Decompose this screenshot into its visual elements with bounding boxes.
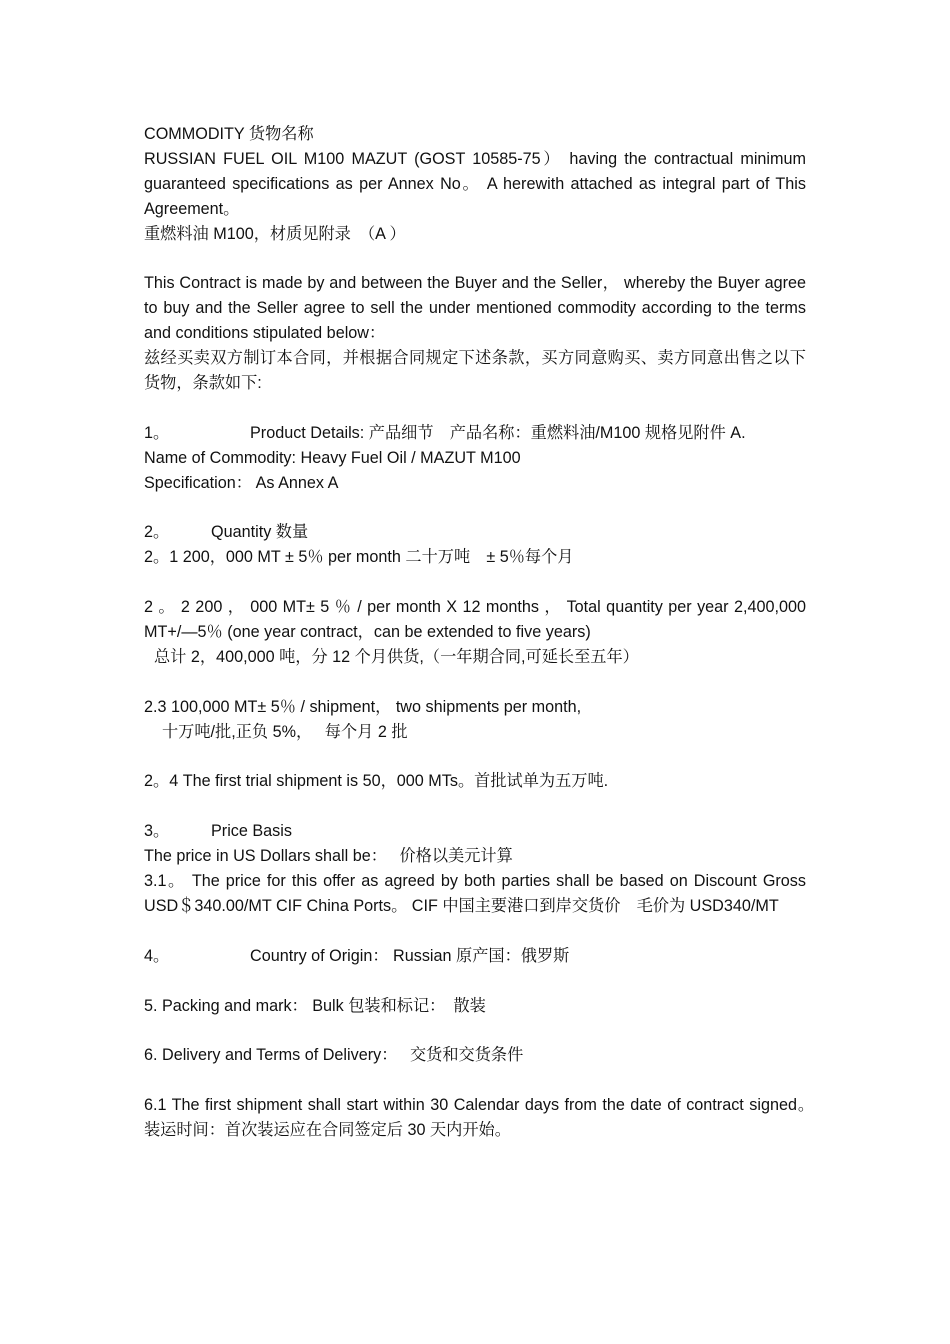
section-1-number: 1。 — [144, 423, 170, 442]
commodity-heading: COMMODITY 货物名称 — [144, 125, 314, 143]
section-4-text: Country of Origin： Russian 原产国：俄罗斯 — [250, 946, 570, 965]
section-6-delivery: 6. Delivery and Terms of Delivery： 交货和交货条件 — [144, 1046, 524, 1065]
section-2-quantity — [144, 520, 806, 545]
commodity-name: Name of Commodity: Heavy Fuel Oil / MAZUT M100 — [144, 448, 521, 467]
document-page — [144, 122, 823, 1143]
commodity-description-cn: 重燃料油 M100，材质见附录 （A ） — [144, 224, 406, 243]
section-4-number: 4。 — [144, 946, 170, 965]
section-2-title: Quantity 数量 — [211, 523, 309, 542]
clause-2-2-cn: 总计 2，400,000 吨，分 12 个月供货,（一年期合同,可延长至五年） — [154, 647, 639, 666]
contract-intro-en: This Contract is made by and between the Buyer and the Seller， whereby the Buyer agree to buy and the Seller agree to sell the under mentioned commodity according to the terms and conditions stipulated below： — [144, 274, 806, 343]
clause-2-3-en: 2.3 100,000 MT± 5％ / shipment， two shipments per month, — [144, 697, 582, 716]
clause-2-2-en: 2 。 2 200 ， 000 MT± 5 ％ / per month X 12 months ， Total quantity per year 2,400,000 MT+/—5％ (one year contract，can be extended to five years) — [144, 598, 806, 642]
section-3-title: Price Basis — [211, 822, 292, 841]
clause-2-4: 2。4 The first trial shipment is 50，000 MTs。首批试单为五万吨. — [144, 772, 609, 791]
clause-6-1: 6.1 The first shipment shall start within 30 Calendar days from the date of contract signed。 装运时间：首次装运应在合同签定后 30 天内开始。 — [144, 1096, 823, 1140]
specification: Specification： As Annex A — [144, 473, 339, 492]
price-currency-line: The price in US Dollars shall be： 价格以美元计算 — [144, 847, 513, 866]
section-4-origin — [144, 944, 806, 969]
section-1-text: Product Details: 产品细节 产品名称：重燃料油/M100 规格见附件 A. — [250, 423, 746, 442]
clause-3-1: 3.1。 The price for this offer as agreed by both parties shall be based on Discount Gross USD＄340.00/MT CIF China Ports。 CIF 中国主要港口到岸交货价 毛价为 USD340/MT — [144, 872, 806, 915]
section-1-product-details — [144, 421, 806, 446]
section-2-number: 2。 — [144, 523, 170, 542]
section-3-number: 3。 — [144, 822, 170, 841]
section-3-price-basis — [144, 819, 806, 844]
clause-2-3-cn: 十万吨/批,正负 5%， 每个月 2 批 — [162, 722, 408, 741]
contract-intro-cn: 兹经买卖双方制订本合同，并根据合同规定下述条款，买方同意购买、卖方同意出售之以下货物，条款如下: — [144, 349, 806, 393]
section-5-packing: 5. Packing and mark： Bulk 包装和标记： 散装 — [144, 996, 486, 1015]
commodity-description-en: RUSSIAN FUEL OIL M100 MAZUT (GOST 10585-75） having the contractual minimum guaranteed specifications as per Annex No。 A herewith attached as integral part of This Agreement。 — [144, 149, 806, 218]
clause-2-1: 2。1 200，000 MT ± 5％ per month 二十万吨 ± 5％每个月 — [144, 548, 574, 567]
